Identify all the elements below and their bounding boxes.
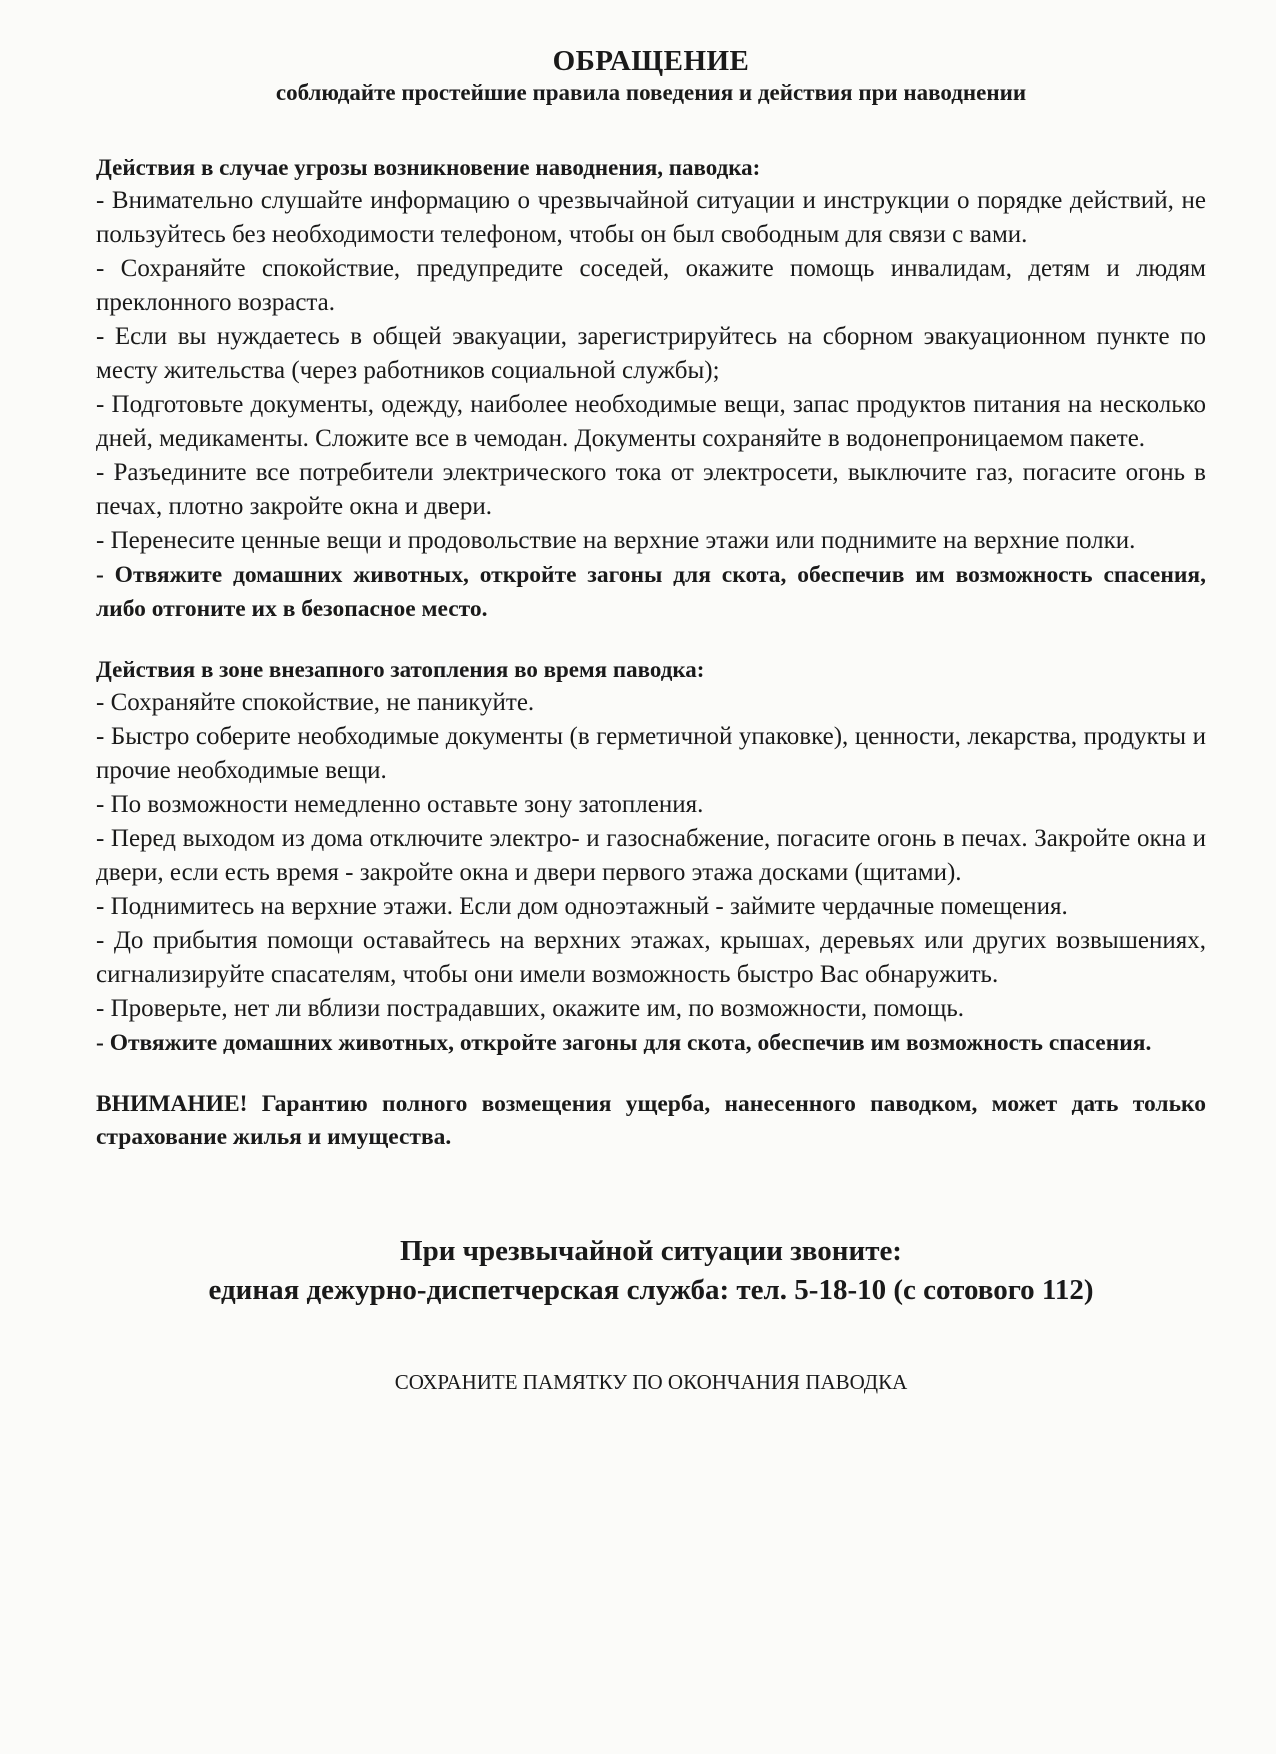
page-subtitle: соблюдайте простейшие правила поведения и действия при наводнении (275, 80, 1027, 105)
flood-item: - Проверьте, нет ли вблизи пострадавших, окажите им, по возможности, помощь. (96, 995, 964, 1022)
flood-heading: Действия в зоне внезапного затопления во время паводка: (96, 657, 705, 682)
threat-item: - Сохраняйте спокойствие, предупредите соседей, окажите помощь инвалидам, детям и людям преклонного возраста. (96, 255, 1206, 316)
emergency-heading: При чрезвычайной ситуации звоните: (400, 1235, 902, 1267)
threat-bold-item: - Отвяжите домашних животных, откройте загоны для скота, обеспечив им возможность спасения, либо отгоните их в безопасное место. (96, 562, 1206, 622)
flood-item: - Поднимитесь на верхние этажи. Если дом одноэтажный - займите чердачные помещения. (96, 893, 1068, 920)
threat-item: - Подготовьте документы, одежду, наиболее необходимые вещи, запас продуктов питания на несколько дней, медикаменты. Сложите все в чемодан. Документы сохраняйте в водонепроницаемом пакете. (96, 391, 1206, 452)
threat-item: - Если вы нуждаетесь в общей эвакуации, зарегистрируйтесь на сборном эвакуационном пункте по месту жительства (через работников социальной службы); (96, 323, 1206, 384)
flood-item: - Быстро соберите необходимые документы (в герметичной упаковке), ценности, лекарства, продукты и прочие необходимые вещи. (96, 723, 1206, 784)
insurance-warning: ВНИМАНИЕ! Гарантию полного возмещения ущерба, нанесенного паводком, может дать только страхование жилья и имущества. (96, 1091, 1206, 1150)
emergency-phone-line: единая дежурно-диспетчерская служба: тел. 5-18-10 (с сотового 112) (208, 1274, 1094, 1306)
threat-item: - Перенесите ценные вещи и продовольствие на верхние этажи или поднимите на верхние полки. (96, 527, 1136, 554)
flood-item: - По возможности немедленно оставьте зону затопления. (96, 791, 704, 818)
flood-item: - Перед выходом из дома отключите электро- и газоснабжение, погасите огонь в печах. Закройте окна и двери, если есть время - закройте окна и двери первого этажа досками (щитами). (96, 825, 1206, 886)
threat-item: - Внимательно слушайте информацию о чрезвычайной ситуации и инструкции о порядке действий, не пользуйтесь без необходимости телефоном, чтобы он был свободным для связи с вами. (96, 187, 1206, 248)
flood-item: - До прибытия помощи оставайтесь на верхних этажах, крышах, деревьях или других возвышениях, сигнализируйте спасателям, чтобы они имели возможность быстро Вас обнаружить. (96, 927, 1206, 988)
footer-note: СОХРАНИТЕ ПАМЯТКУ ПО ОКОНЧАНИЯ ПАВОДКА (394, 1370, 908, 1394)
threat-item: - Разъедините все потребители электрического тока от электросети, выключите газ, погасите огонь в печах, плотно закройте окна и двери. (96, 459, 1206, 520)
flood-item: - Сохраняйте спокойствие, не паникуйте. (96, 689, 535, 716)
page-title: ОБРАЩЕНИЕ (552, 45, 750, 77)
threat-section (96, 152, 1206, 626)
flood-bold-item: - Отвяжите домашних животных, откройте загоны для скота, обеспечив им возможность спасения. (96, 1030, 1152, 1056)
flood-section (96, 654, 1206, 1060)
threat-heading: Действия в случае угрозы возникновение наводнения, паводка: (96, 155, 761, 180)
